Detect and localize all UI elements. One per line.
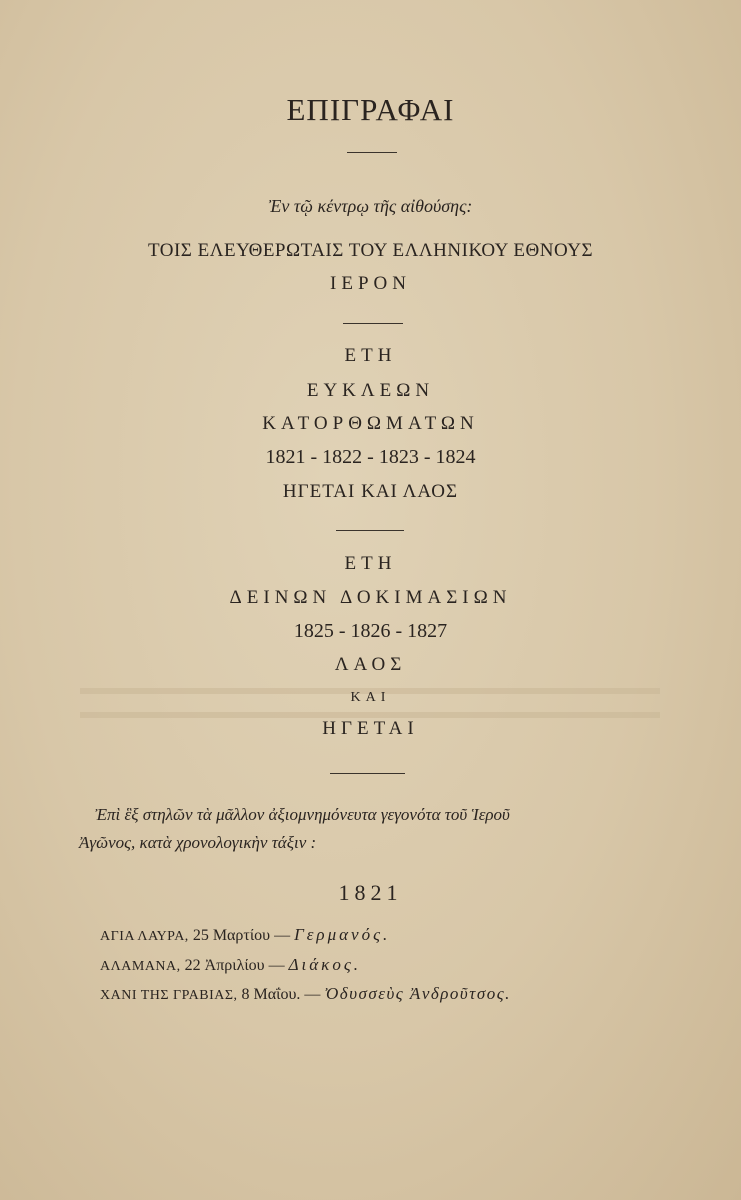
intro-line2: Ἀγῶνος, κατὰ χρονολογικὴν τάξιν : [79,833,317,852]
event-date: 22 Ἀπριλίου — [184,957,285,974]
event-row [100,955,361,975]
section1-line3: ΚΑΤΟΡΘΩΜΑΤΩΝ [262,413,479,434]
event-person: Ὀδυσσεὺς Ἀνδροῦτσος. [324,984,511,1003]
page-title: ΕΠΙΓΡΑΦΑΙ [286,92,455,127]
section1-years: 1821 - 1822 - 1823 - 1824 [265,446,476,468]
event-row [100,984,511,1004]
section2-line2: ΔΕΙΝΩΝ ΔΟΚΙΜΑΣΙΩΝ [229,587,512,608]
section1-line1: ΕΤΗ [344,345,397,366]
event-place: ΑΛΑΜΑΝΑ, [100,959,181,974]
event-date: 8 Μαΐου. — [241,986,321,1003]
section1-line2: ΕΥΚΛΕΩΝ [306,380,435,401]
event-date: 25 Μαρτίου — [192,927,291,944]
event-place: ΑΓΙΑ ΛΑΥΡΑ, [100,929,189,944]
section2-line5: ΚΑΙ [350,690,391,705]
section2-line6: ΗΓΕΤΑΙ [322,718,419,739]
event-person: Διάκος. [288,955,361,974]
location-note: Ἐν τῷ κέντρῳ τῆς αἰθούσης: [268,196,473,216]
event-place: ΧΑΝΙ ΤΗΣ ΓΡΑΒΙΑΣ, [100,988,238,1003]
event-person: Γερμανός. [294,925,391,944]
divider [347,152,397,153]
section2-years: 1825 - 1826 - 1827 [293,620,448,642]
divider [336,530,404,531]
sacred-word: ΙΕΡΟΝ [330,273,411,294]
intro-line1: Ἐπὶ ἓξ στηλῶν τὰ μᾶλλον ἀξιομνημόνευτα γεγονότα τοῦ Ἱεροῦ [95,805,510,824]
section2-line4: ΛΑΟΣ [334,654,407,675]
year-heading: 1821 [338,880,403,905]
divider [330,773,405,774]
event-row [100,925,390,945]
dedication: ΤΟΙΣ ΕΛΕΥΘΕΡΩΤΑΙΣ ΤΟΥ ΕΛΛΗΝΙΚΟΥ ΕΘΝΟΥΣ [147,240,594,261]
divider [343,323,403,324]
section2-line1: ΕΤΗ [344,553,397,574]
section1-line5: ΗΓΕΤΑΙ ΚΑΙ ΛΑΟΣ [282,481,459,502]
